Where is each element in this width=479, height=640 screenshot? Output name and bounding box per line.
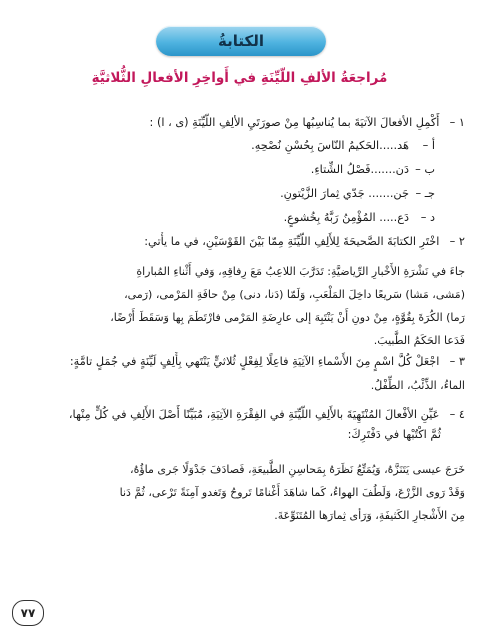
passage-line: جاءَ في نَشْرَةِ الأَخْبارِ الرِّياضيَّةِ: تَدَرَّبَ اللاعِبُ مَعَ رِفاقِهِ، وَفي أَثْناءِ المُباراةِ (136, 265, 465, 278)
passage-line: رَما) الكُرَةَ بِقُوَّةٍ، مِنْ دونِ أَنْ يَنْتَبِهَ إلى عارِضَةِ المَرْمى فارْتَطَمَ بِها وَسَقَطَ أَرْضًا، (110, 311, 465, 324)
page-number: ٧٧ (12, 600, 44, 626)
section-title-badge (156, 26, 326, 56)
exercise-2-instruction: ٢ – اخْتَرِ الكتابَةَ الصَّحيحَةَ لِلأَلِفِ اللّيِّنَةِ مِمّا بَيْنَ القَوْسَيْنِ، في ما يأْتي: (11, 232, 465, 252)
passage-line: خَرَجَ عيسى يَتَنَزَّهُ، وَيُمَتِّعُ نَظَرَهُ بِمَحاسِنِ الطَّبيعَةِ، فَصادَفَ جَدْوَلًا جَرى ماؤُهُ، (130, 463, 465, 476)
exercise-1-instruction: ١ – أَكْمِلِ الأفعالَ الآتيَةَ بما يُناسِبُها مِنْ صورَتَيِ الألِفِ اللّيِّنَةِ (ى ، ا) : (11, 113, 465, 133)
exercise-number: ٢ – (449, 235, 465, 248)
passage-line: وَقَدْ رَوى الزَّرْعَ، وَلَطُفَ الهواءُ، كَما شاهَدَ أَغْنامًا تَروحُ وَتَغدو آمِنَةً تَرْعى، ثُمَّ دَنا (119, 486, 465, 499)
exercise-1-option-a: أ –هَد.....الحَكيمُ النّاسَ بِحُسْنِ نُصْحِهِ. (251, 139, 435, 152)
exercise-number: ٣ – (449, 355, 465, 368)
exercise-number: ٤ – (449, 408, 465, 421)
exercise-3-words: الماءُ، الذِّئْبُ، الطِّفْلُ. (370, 379, 465, 392)
passage-line: فَدَعا الحَكَمُ الطَّبيبَ. (373, 334, 465, 347)
lesson-subtitle: مُراجعَةُ الألفِ اللّيِّنَةِ في أَواخِرِ الأفعالِ الثُّلاثيَّةِ (91, 70, 388, 86)
exercise-number: ١ – (449, 116, 465, 129)
exercise-2-passage (19, 260, 465, 352)
exercise-4-passage (19, 458, 465, 527)
exercise-1-option-c: جـ –جَن....... جَدّي ثِمارَ الزَّيْتونِ. (280, 187, 435, 200)
exercise-3-instruction: ٣ – اجْعَلْ كُلَّ اسْمٍ مِنَ الأَسْماءِ الآتِيَةِ فاعِلًا لِفِعْلٍ ثُلاثيٍّ يَنْتَهي بِأَلِفٍ لَيِّنَةٍ في جُمَلٍ تامَّةٍ: (11, 352, 465, 372)
exercise-1-option-d: د –دَع..... المُؤْمِنُ رَبَّهُ بِخُشوعٍ. (283, 211, 435, 224)
exercise-4-instruction: ٤ – عَيِّنِ الأفْعالَ المُنْتَهِيَةَ بالأَلِفِ اللّيِّنَةِ في الفِقْرَةِ الآتِيَةِ، مُبَيِّنًا أَصْلَ الأَلِفِ في كُلٍّ مِنْها، ثُمَّ اكْتُبْها في دَفْتَرِكَ: (11, 405, 465, 445)
section-title: الكتابةُ (218, 32, 264, 50)
passage-line: (مَشى، مَشا) سَريعًا داخِلَ المَلْعَبِ، وَلَمّا (دَنا، دنى) مِنْ حافَةِ المَرْمى، (رَمى، (124, 288, 465, 301)
exercise-1-option-b: ب –دَن.......فَصْلُ الشِّتاءِ. (310, 163, 435, 176)
passage-line: مِنَ الأَشْجارِ الكَثيفَةِ، وَرَأى ثِمارَها المُتَنَوِّعَةَ. (274, 509, 465, 522)
